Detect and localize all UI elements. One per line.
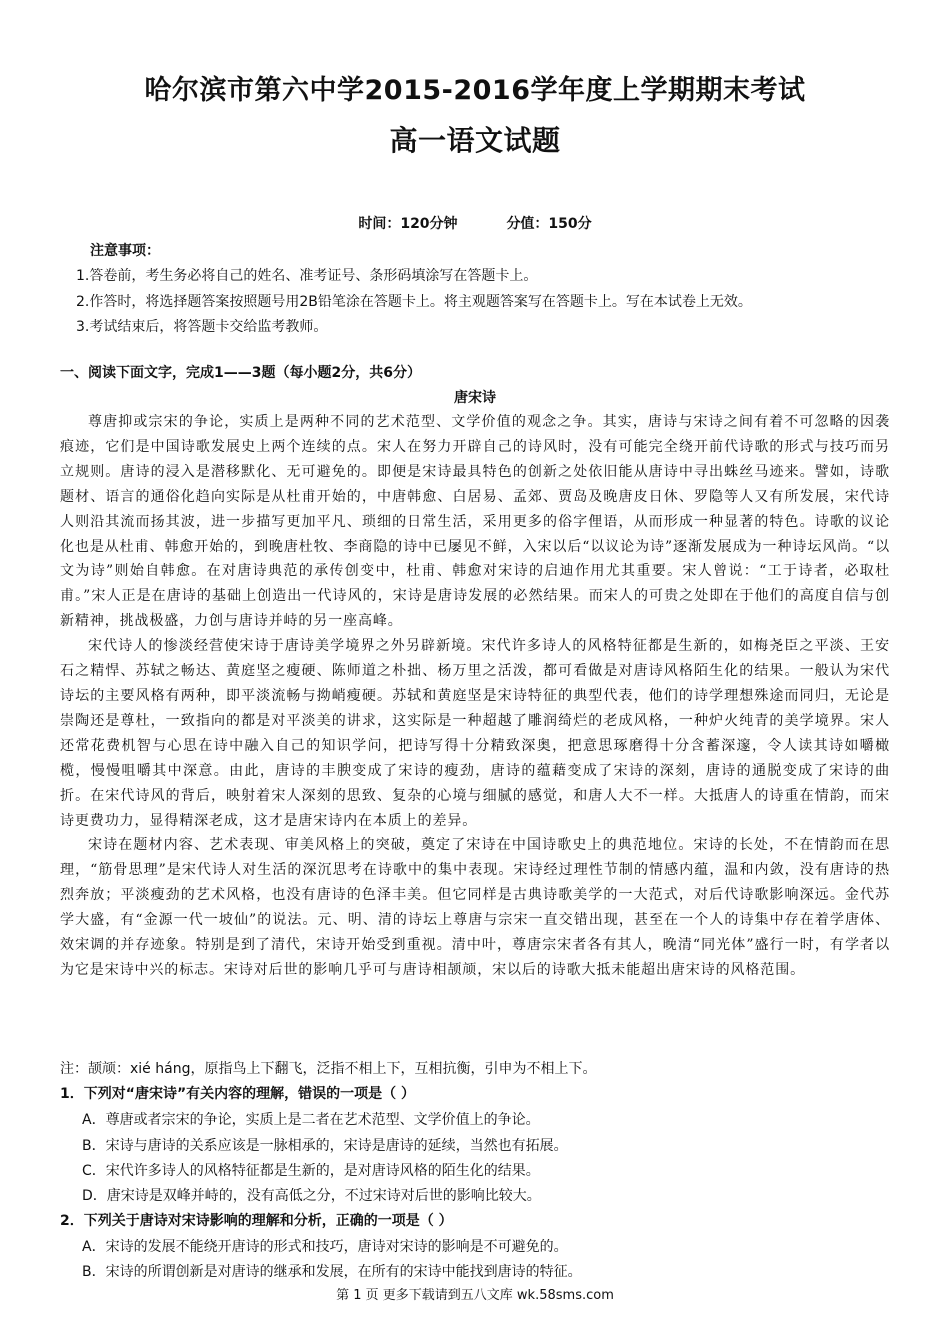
question-stem: 1．下列对“唐宋诗”有关内容的理解，错误的一项是（ ） xyxy=(60,1086,416,1102)
exam-score: 分值：150分 xyxy=(506,216,592,232)
passage-paragraph: 宋代诗人的惨淡经营使宋诗于唐诗美学境界之外另辟新境。宋代许多诗人的风格特征都是生新的，如梅尧臣之平淡、王安石之精悍、苏轼之畅达、黄庭坚之瘦硬、陈师道之朴拙、杨万里之活泼，都可看做是对唐诗风格陌生化的结果。一般认为宋代诗坛的主要风格有两种，即平淡流畅与拗峭瘦硬。苏轼和黄庭坚是宋诗特征的典型代表，他们的诗学理想殊途而同归，无论是崇陶还是尊杜，一致指向的都是对平淡美的讲求，这实际是一种超越了雕润绮烂的老成风格，一种炉火纯青的美学境界。宋人还常花费机智与心思在诗中融入自己的知识学问，把诗写得十分精致深奥，把意思琢磨得十分含蓄深邃，令人读其诗如嚼橄榄，慢慢咀嚼其中深意。由此，唐诗的丰腴变成了宋诗的瘦劲，唐诗的蕴藉变成了宋诗的深刻，唐诗的通脱变成了宋诗的曲折。在宋代诗风的背后，映射着宋人深刻的思致、复杂的心境与细腻的感觉，和唐人大不一样。大抵唐人的诗重在情韵，而宋诗更费功力，显得精深老成，这才是唐宋诗内在本质上的差异。 xyxy=(60,638,890,829)
passage-paragraph: 宋诗在题材内容、艺术表现、审美风格上的突破，奠定了宋诗在中国诗歌史上的典范地位。宋诗的长处，不在情韵而在思理，“筋骨思理”是宋代诗人对生活的深沉思考在诗歌中的集中表现。宋诗经过理性节制的情感内蕴，温和内敛，没有唐诗的热烈奔放；平淡瘦劲的艺术风格，也没有唐诗的色泽丰美。但它同样是古典诗歌美学的一大范式，对后代诗歌影响深远。金代苏学大盛，有“金源一代一坡仙”的说法。元、明、清的诗坛上尊唐与宗宋一直交错出现，甚至在一个人的诗集中存在着学唐体、效宋调的并存迹象。特别是到了清代，宋诗开始受到重视。清中叶，尊唐宗宋者各有其人，晚清“同光体”盛行一时，有学者以为它是宋诗中兴的标志。宋诗对后世的影响几乎可与唐诗相颉颃，宋以后的诗歌大抵未能超出唐宋诗的风格范围。 xyxy=(60,837,890,978)
annotation-note: 注：颉颃：xié háng，原指鸟上下翻飞，泛指不相上下，互相抗衡，引申为不相上下。 xyxy=(60,1061,597,1077)
exam-time: 时间：120分钟 xyxy=(358,216,458,232)
question-option: B．宋诗与唐诗的关系应该是一脉相承的，宋诗是唐诗的延续，当然也有拓展。 xyxy=(82,1138,568,1154)
passage-body xyxy=(60,410,890,983)
notice-item: 2.作答时，将选择题答案按照题号用2B铅笔涂在答题卡上。将主观题答案写在答题卡上。写在本试卷上无效。 xyxy=(76,293,752,310)
passage-paragraph: 尊唐抑或宗宋的争论，实质上是两种不同的艺术范型、文学价值的观念之争。其实，唐诗与宋诗之间有着不可忽略的因袭痕迹，它们是中国诗歌发展史上两个连续的点。宋人在努力开辟自己的诗风时，没有可能完全绕开前代诗歌的形式与技巧而另立规则。唐诗的浸入是潜移默化、无可避免的。即便是宋诗最具特色的创新之处依旧能从唐诗中寻出蛛丝马迹来。譬如，诗歌题材、语言的通俗化趋向实际是从杜甫开始的，中唐韩愈、白居易、孟郊、贾岛及晚唐皮日休、罗隐等人又有所发展，宋代诗人则沿其流而扬其波，进一步描写更加平凡、琐细的日常生活，采用更多的俗字俚语，从而形成一种显著的特色。诗歌的议论化也是从杜甫、韩愈开始的，到晚唐杜牧、李商隐的诗中已屡见不鲜，入宋以后“以议论为诗”逐渐发展成为一种诗坛风尚。“以文为诗”则始自韩愈。在对唐诗典范的承传创变中，杜甫、韩愈对宋诗的启迪作用尤其重要。宋人曾说：“工于诗者，必取杜甫。”宋人正是在唐诗的基础上创造出一代诗风的，宋诗是唐诗发展的必然结果。而宋人的可贵之处即在于他们的高度自信与创新精神，挑战极盛，力创与唐诗并峙的另一座高峰。 xyxy=(60,414,890,630)
passage-title: 唐宋诗 xyxy=(454,390,496,406)
exam-subtitle: 高一语文试题 xyxy=(389,124,561,157)
section-heading: 一、阅读下面文字，完成1——3题（每小题2分，共6分） xyxy=(60,365,421,381)
notice-item: 3.考试结束后，将答题卡交给监考教师。 xyxy=(76,319,328,335)
question-option: C．宋代许多诗人的风格特征都是生新的，是对唐诗风格的陌生化的结果。 xyxy=(82,1163,540,1179)
question-stem: 2．下列关于唐诗对宋诗影响的理解和分析，正确的一项是（ ） xyxy=(60,1213,453,1229)
page-footer: 第 1 页 更多下载请到五八文库 wk.58sms.com xyxy=(336,1288,614,1303)
notice-heading: 注意事项： xyxy=(90,243,160,259)
question-option: A．尊唐或者宗宋的争论，实质上是二者在艺术范型、文学价值上的争论。 xyxy=(82,1112,540,1128)
notice-item: 1.答卷前，考生务必将自己的姓名、准考证号、条形码填涂写在答题卡上。 xyxy=(76,268,538,284)
exam-title: 哈尔滨市第六中学2015-2016学年度上学期期末考试 xyxy=(144,75,806,106)
question-option: A．宋诗的发展不能绕开唐诗的形式和技巧，唐诗对宋诗的影响是不可避免的。 xyxy=(82,1239,568,1255)
notice-block xyxy=(76,239,916,341)
question-option: D．唐宋诗是双峰并峙的，没有高低之分，不过宋诗对后世的影响比较大。 xyxy=(82,1188,541,1204)
question-option: B．宋诗的所谓创新是对唐诗的继承和发展，在所有的宋诗中能找到唐诗的特征。 xyxy=(82,1264,582,1280)
exam-meta xyxy=(0,213,950,233)
